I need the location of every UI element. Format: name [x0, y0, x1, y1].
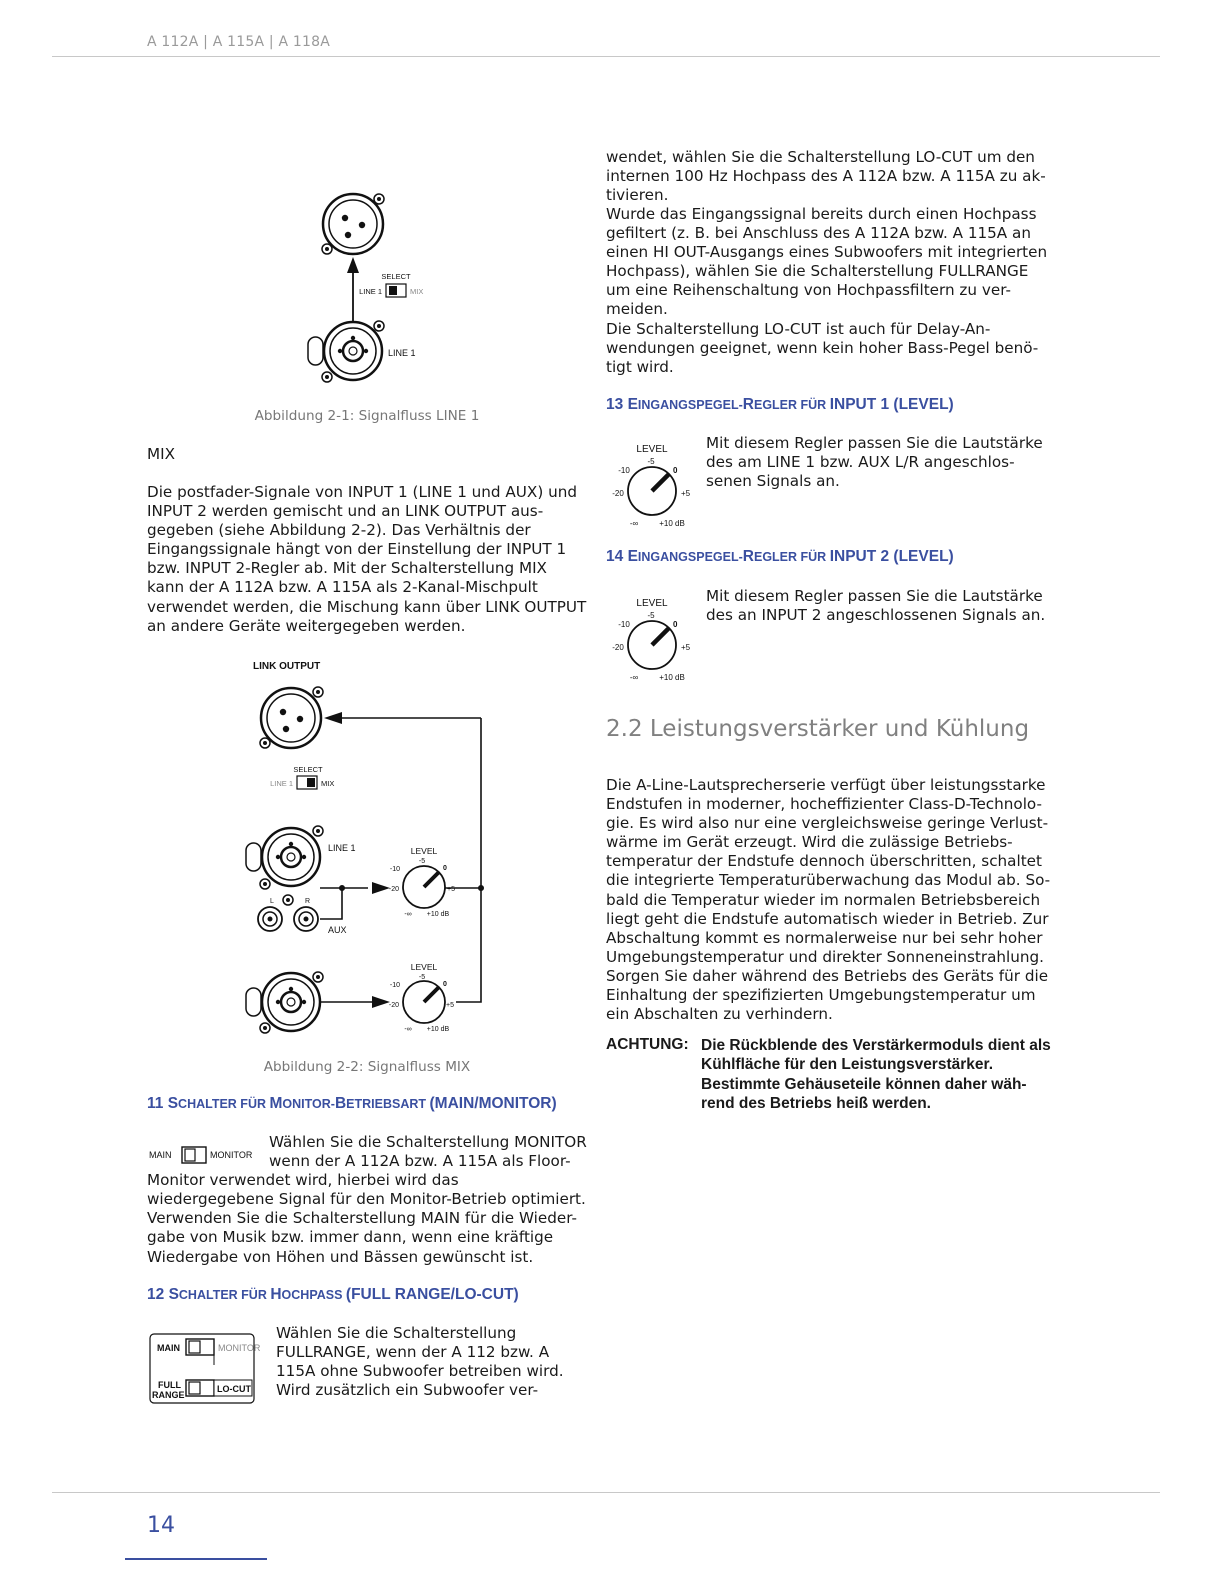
mix-switch-line1-label: LINE 1	[270, 779, 293, 788]
mix-paragraph: Die postfader-Signale von INPUT 1 (LINE 1 und AUX) und INPUT 2 werden gemischt und an LINK OUTPUT aus-gegeben (siehe Abbildung 2-2). Das Verhältnis der Eingangssignale hängt von der Einstellung der INPUT 1 bzw. INPUT 2-Regler ab. Mit der Schalterstellung MIX kann der A 112A bzw. A 115A als 2-Kanal-Mischpult verwendet werden, die Mischung kann über LINK OUTPUT an andere Geräte weitergegeben werden.	[147, 483, 587, 635]
switch11-monitor-label: MONITOR	[210, 1150, 253, 1160]
knob2-tick-p5: +5	[446, 1002, 454, 1009]
section-14-heading: 14 EINGANGSPEGEL-REGLER FÜR INPUT 2 (LEVEL)	[606, 548, 954, 565]
switch12-monitor-label: MONITOR	[218, 1343, 261, 1353]
aux-l-label: L	[270, 898, 274, 905]
knob14-level-label: LEVEL	[636, 598, 668, 609]
knob14-tick-p5: +5	[681, 643, 691, 652]
footer-rule	[52, 1492, 1160, 1493]
level-knob-input1-icon	[604, 438, 700, 532]
right-paragraph-2: Wurde das Eingangssignal bereits durch einen Hochpass gefiltert (z. B. bei Anschluss des A 112A bzw. A 115A an einen HI OUT-Ausgangs eines Subwoofers mit integrierten Hochpass), wählen Sie die Schalterstellung FULLRANGE um eine Reihenschaltung von Hochpassfiltern zu ver-meiden.	[606, 205, 1048, 319]
switch12-full-label: FULL	[158, 1380, 181, 1390]
knob1-tick-m5: -5	[418, 858, 426, 865]
section-11-heading: 11 SCHALTER FÜR MONITOR-BETRIEBSART (MAIN/MONITOR)	[147, 1095, 557, 1112]
figure-signal-flow-mix	[238, 655, 498, 1045]
header-rule	[52, 56, 1160, 57]
running-header: A 112A | A 115A | A 118A	[147, 34, 331, 50]
knob13-tick-m10: -10	[618, 466, 630, 475]
knob13-level-label: LEVEL	[636, 444, 668, 455]
switch11-main-label: MAIN	[149, 1150, 172, 1160]
knob1-tick-p10: +10 dB	[426, 911, 450, 918]
knob2-tick-m10: -10	[389, 982, 400, 989]
knob13-tick-0: 0	[673, 466, 678, 475]
knob2-tick-inf: -∞	[404, 1026, 412, 1033]
mix-heading: MIX	[147, 445, 175, 463]
knob13-tick-p10: +10 dB	[659, 519, 685, 528]
knob13-tick-m5: -5	[647, 457, 655, 466]
knob14-tick-0: 0	[673, 620, 678, 629]
jack-line1-label: LINE 1	[388, 348, 416, 358]
figure-2-1-caption: Abbildung 2-1: Signalfluss LINE 1	[254, 408, 480, 424]
switch12-locut-label: LO-CUT	[217, 1384, 251, 1394]
section-12-text: Wählen Sie die Schalterstellung FULLRANGE, wenn der A 112 bzw. A 115A ohne Subwoofer betreiben wird. Wird zusätzlich ein Subwoofer ver-	[276, 1324, 564, 1400]
section-13-heading: 13 EINGANGSPEGEL-REGLER FÜR INPUT 1 (LEVEL)	[606, 396, 954, 413]
knob13-tick-inf: -∞	[629, 519, 639, 528]
knob2-tick-m20: -20	[388, 1002, 399, 1009]
knob1-tick-0: 0	[443, 865, 447, 872]
knob14-tick-m5: -5	[647, 611, 655, 620]
aux-label: AUX	[328, 925, 347, 935]
knob2-tick-0: 0	[443, 981, 447, 988]
knob14-tick-m10: -10	[618, 620, 630, 629]
right-continued-text: wendet, wählen Sie die Schalterstellung LO-CUT um den internen 100 Hz Hochpass des A 112A bzw. A 115A zu ak-tivieren.	[606, 148, 1046, 205]
page-number-underline	[125, 1558, 267, 1560]
section-11-text: Wählen Sie die Schalterstellung MONITOR wenn der A 112A bzw. A 115A als Floor-Monitor verwendet wird, hierbei wird das wiedergegebene Signal für den Monitor-Betrieb optimiert. Verwenden Sie die Schalterstellung MAIN für die Wieder-gabe von Musik bzw. immer dann, wenn eine kräftige Wiedergabe von Höhen und Bässen gewünscht ist.	[147, 1133, 587, 1266]
knob1-tick-p5: +5	[447, 886, 455, 893]
aux-r-label: R	[305, 898, 311, 905]
switch12-range-label: RANGE	[152, 1390, 185, 1400]
switch12-main-label: MAIN	[157, 1343, 180, 1353]
switch-line1-label: LINE 1	[359, 287, 382, 296]
knob13-tick-m20: -20	[612, 489, 624, 498]
select-label: SELECT	[381, 272, 411, 281]
section-13-text: Mit diesem Regler passen Sie die Lautstärke des am LINE 1 bzw. AUX L/R angeschlos-senen Signals an.	[706, 434, 1043, 491]
section-12-heading: 12 SCHALTER FÜR HOCHPASS (FULL RANGE/LO-CUT)	[147, 1286, 519, 1303]
right-paragraph-3: Die Schalterstellung LO-CUT ist auch für Delay-An-wendungen geeignet, wenn kein hoher Bass-Pegel benö-tigt wird.	[606, 320, 1039, 377]
knob14-tick-m20: -20	[612, 643, 624, 652]
knob2-tick-p10: +10 dB	[426, 1026, 450, 1033]
main-monitor-switch-icon	[147, 1135, 257, 1169]
knob13-tick-p5: +5	[681, 489, 691, 498]
link-output-label: LINK OUTPUT	[253, 661, 321, 672]
mix-jack-line1-label: LINE 1	[328, 843, 356, 853]
figure-2-2-caption: Abbildung 2-2: Signalfluss MIX	[263, 1059, 471, 1075]
knob1-tick-m20: -20	[388, 886, 399, 893]
knob14-tick-p10: +10 dB	[659, 673, 685, 682]
knob1-level-label: LEVEL	[410, 846, 438, 856]
mix-select-label: SELECT	[293, 765, 323, 774]
section-2-2-text: Die A-Line-Lautsprecherserie verfügt über leistungsstarke Endstufen in moderner, hocheffizienter Class-D-Technolo-gie. Es wird also nur eine vergleichsweise geringe Verlust-wärme im Gerät erzeugt. Wird die zulässige Betriebs-temperatur der Endstufe dennoch überschritten, schaltet die integrierte Temperaturüberwachung das Modul ab. So-bald die Temperatur wieder im normalen Betriebsbereich liegt geht die Endstufe automatisch wieder in Betrieb. Zur Abschaltung kommt es normalerweise nur bei sehr hoher Umgebungstemperatur und direkter Sonneneinstrahlung. Sorgen Sie daher während des Betriebs des Geräts für die Einhaltung der spezifizierten Umgebungstemperatur um ein Abschalten zu verhindern.	[606, 776, 1051, 1024]
warning-label: ACHTUNG:	[606, 1036, 689, 1053]
section-11-body	[147, 1133, 587, 1267]
switch-mix-label: MIX	[410, 287, 424, 296]
knob14-tick-inf: -∞	[629, 673, 639, 682]
section-2-2-heading: 2.2 Leistungsverstärker und Kühlung	[606, 716, 1030, 742]
warning-text: Die Rückblende des Verstärkermoduls dient als Kühlfläche für den Leistungsverstärker. Bestimmte Gehäuseteile können daher wäh-rend des Betriebs heiß werden.	[701, 1037, 1051, 1112]
level-knob-input2-icon	[604, 592, 700, 686]
figure-signal-flow-line1	[290, 185, 450, 390]
page-number: 14	[147, 1513, 175, 1538]
mix-switch-mix-label: MIX	[321, 779, 335, 788]
knob2-level-label: LEVEL	[410, 962, 438, 972]
section-14-text: Mit diesem Regler passen Sie die Lautstärke des an INPUT 2 angeschlossenen Signals an.	[706, 587, 1046, 625]
fullrange-locut-switch-icon	[148, 1332, 264, 1406]
knob1-tick-m10: -10	[389, 866, 400, 873]
knob1-tick-inf: -∞	[404, 911, 412, 918]
knob2-tick-m5: -5	[418, 974, 426, 981]
